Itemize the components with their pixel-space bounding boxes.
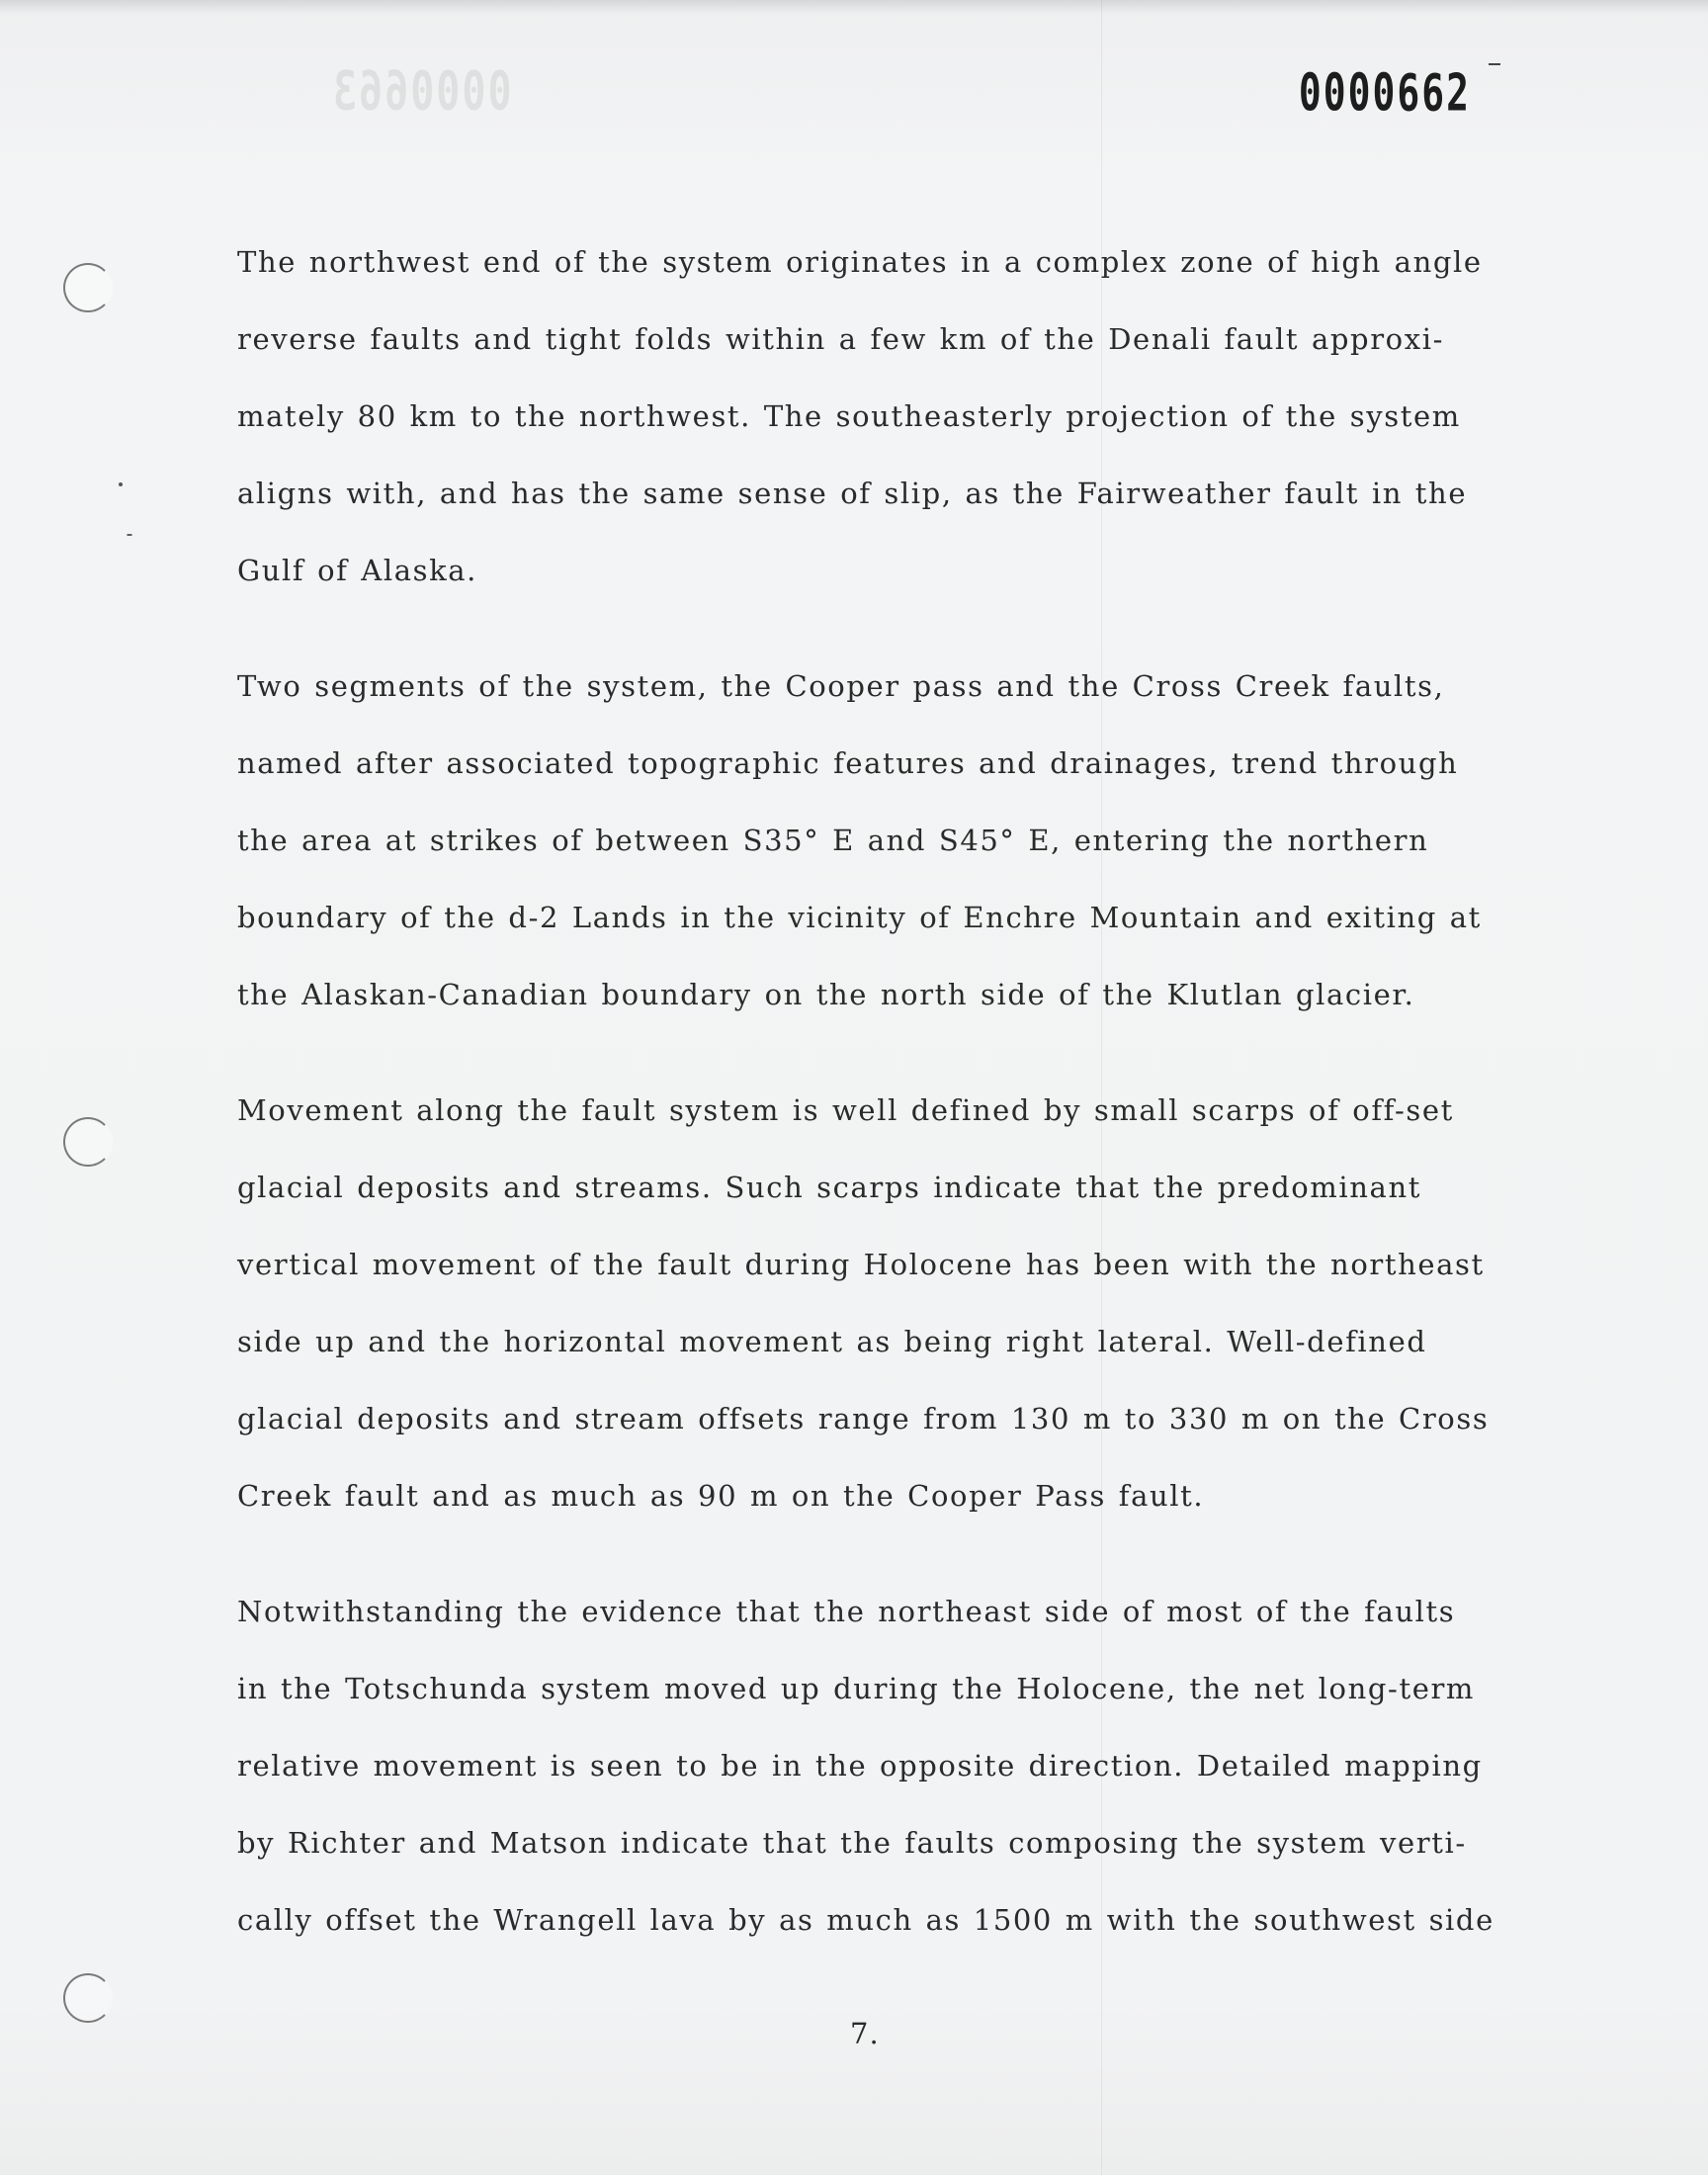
- text-line: relative movement is seen to be in the opposite direction. Detailed mapping: [237, 1749, 1483, 1783]
- text-line: boundary of the d-2 Lands in the vicinity of Enchre Mountain and exiting at: [237, 901, 1482, 934]
- punch-hole-top: [63, 263, 113, 312]
- text-line: Creek fault and as much as 90 m on the Cooper Pass fault.: [237, 1479, 1205, 1513]
- punch-hole-middle: [63, 1117, 113, 1167]
- text-line: mately 80 km to the northwest. The southeasterly projection of the system: [237, 399, 1461, 433]
- page-number: 7.: [850, 2017, 880, 2050]
- text-line: aligns with, and has the same sense of slip, as the Fairweather fault in the: [237, 477, 1468, 510]
- text-line: the Alaskan-Canadian boundary on the north side of the Klutlan glacier.: [237, 978, 1415, 1011]
- scan-speck: [119, 482, 123, 486]
- text-line: the area at strikes of between S35° E and S45° E, entering the northern: [237, 824, 1429, 857]
- punch-hole-bottom: [63, 1973, 113, 2023]
- paragraph-1: [237, 223, 1542, 609]
- text-line: Movement along the fault system is well defined by small scarps of off-set: [237, 1093, 1454, 1127]
- document-number: 0000662: [1298, 63, 1471, 123]
- text-line: glacial deposits and stream offsets range from 130 m to 330 m on the Cross: [237, 1402, 1490, 1436]
- text-line: glacial deposits and streams. Such scarps indicate that the predominant: [237, 1171, 1421, 1204]
- body-text: [237, 223, 1542, 1997]
- text-line: vertical movement of the fault during Holocene has been with the northeast: [237, 1248, 1485, 1281]
- text-line: Notwithstanding the evidence that the northeast side of most of the faults: [237, 1595, 1456, 1628]
- bleed-through-number: 0000663: [331, 60, 512, 124]
- text-line: reverse faults and tight folds within a few km of the Denali fault approxi-: [237, 322, 1444, 356]
- text-line: in the Totschunda system moved up during the Holocene, the net long-term: [237, 1672, 1476, 1705]
- text-line: cally offset the Wrangell lava by as much as 1500 m with the southwest side: [237, 1903, 1494, 1937]
- text-line: Gulf of Alaska.: [237, 554, 477, 587]
- scan-top-shadow: [0, 0, 1708, 14]
- text-line: named after associated topographic features and drainages, trend through: [237, 746, 1459, 780]
- text-line: by Richter and Matson indicate that the faults composing the system verti-: [237, 1826, 1467, 1860]
- dash-mark: [1489, 63, 1500, 65]
- paragraph-2: [237, 648, 1542, 1033]
- text-line: side up and the horizontal movement as being right lateral. Well-defined: [237, 1325, 1427, 1358]
- scan-speck: [127, 534, 132, 536]
- text-line: The northwest end of the system originates in a complex zone of high angle: [237, 245, 1483, 279]
- text-line: Two segments of the system, the Cooper pass and the Cross Creek faults,: [237, 669, 1445, 703]
- paragraph-3: [237, 1072, 1542, 1534]
- paragraph-4: [237, 1573, 1542, 1958]
